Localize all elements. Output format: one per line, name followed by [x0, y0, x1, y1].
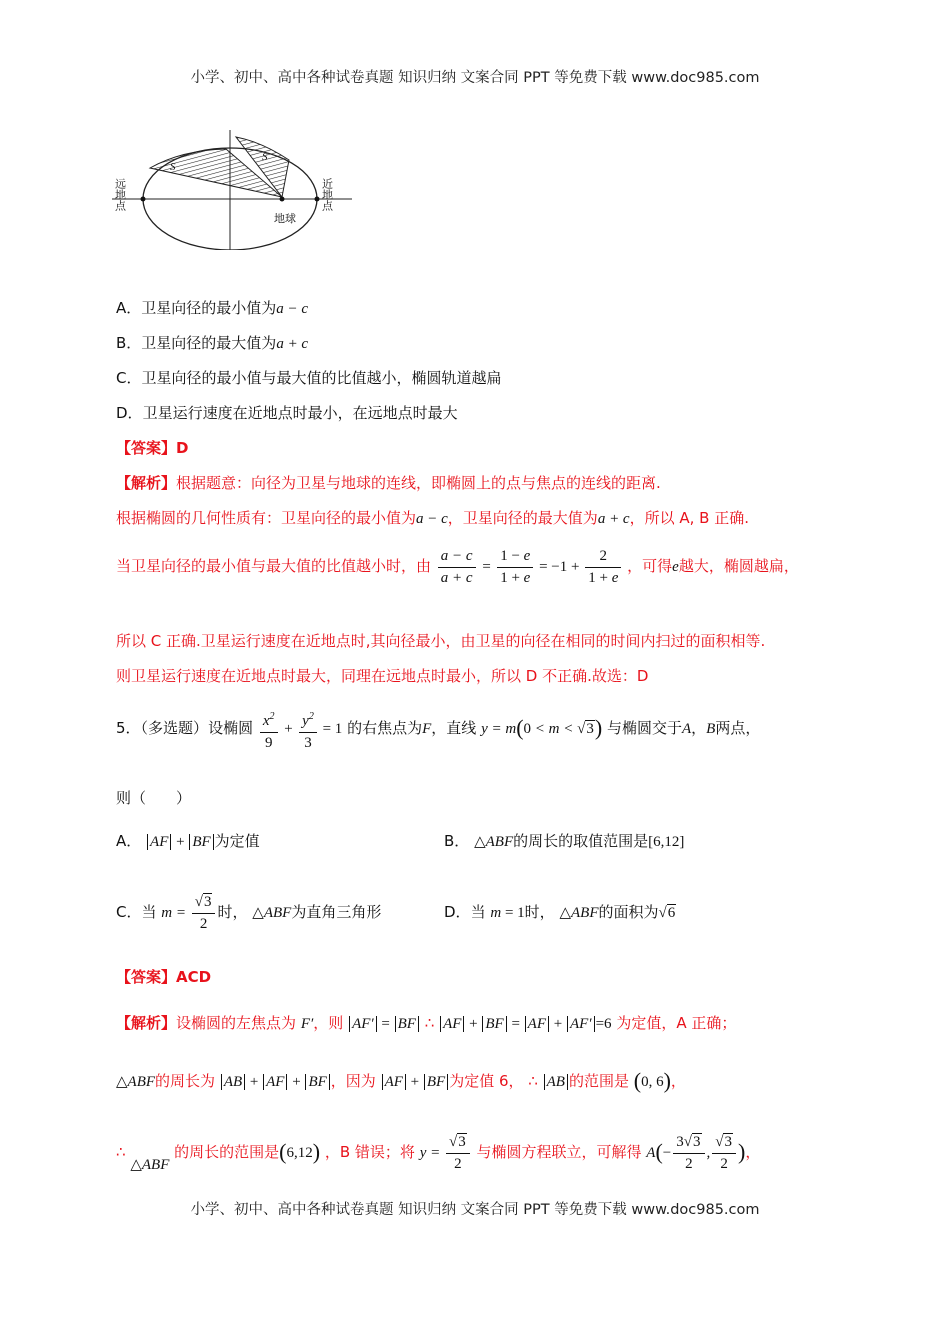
q5-analysis-line2: △ABF的周长为 AB + AF + BF ，因为 AF + BF 为定值 6， ∴ AB 的范围是 (0, 6)， — [116, 1068, 686, 1093]
q4-analysis-line3: 当卫星向径的最小值与最大值的比值越小时，由 $\frac{a - c}{a + c}$ = $\frac{1 - e}{1 + e}$ = −1 + $\frac{2}{1 + e}$ ，可得e越大，椭圆越扁， — [116, 548, 799, 587]
page-footer: 小学、初中、高中各种试卷真题 知识归纳 文案合同 PPT 等免费下载 www.doc985.com — [190, 1202, 760, 1218]
q4-option-d: D．卫星运行速度在近地点时最小，在远地点时最大 — [116, 404, 458, 422]
q5-stem: 5．（多选题）设椭圆 $\frac{x^2}{9}$ + $\frac{y^2}{3}$ = 1 的右焦点为F，直线 y = m(0 < m < √3) 与椭圆交于A，B两点， — [116, 702, 760, 754]
q4-analysis-line1: 【解析】根据题意：向径为卫星与地球的连线，即椭圆上的点与焦点的连线的距离. — [116, 474, 661, 492]
q5-option-d: D．当 m = 1时， △ABF的面积为√6 — [444, 903, 676, 921]
q5-option-b: B． △ABF的周长的取值范围是[6,12] — [444, 832, 685, 850]
q4-analysis-line2: 根据椭圆的几何性质有：卫星向径的最小值为a − c，卫星向径的最大值为a + c，所以 A, B 正确. — [116, 509, 749, 527]
q4-analysis-line5: 则卫星运行速度在近地点时最大，同理在远地点时最小，所以 D 不正确.故选：D — [116, 667, 649, 685]
area-label-2: S — [262, 151, 268, 163]
page-header: 小学、初中、高中各种试卷真题 知识归纳 文案合同 PPT 等免费下载 www.doc985.com — [190, 70, 760, 86]
q5-answer: 【答案】ACD — [116, 968, 212, 986]
earth-label: 地球 — [274, 212, 296, 225]
q5-stem-line2: 则（ ） — [116, 789, 192, 807]
q4-analysis-line4: 所以 C 正确.卫星运行速度在近地点时,其向径最小，由卫星的向径在相同的时间内扫过的面积相等. — [116, 632, 766, 650]
q4-option-c: C．卫星向径的最小值与最大值的比值越小，椭圆轨道越扁 — [116, 369, 502, 387]
apogee-point — [141, 197, 146, 202]
earth-point — [280, 197, 285, 202]
q4-option-a: A．卫星向径的最小值为a − c — [116, 299, 309, 317]
q5-analysis-line1: 【解析】设椭圆的左焦点为 F′，则 AF′ = BF ∴ AF + BF = AF + AF′ =6 为定值，A 正确； — [116, 1014, 737, 1032]
q5-option-c: C．当 m = $\frac{√3}{2}$ 时， △ABF为直角三角形 — [116, 894, 382, 933]
area-label-1: S — [170, 161, 176, 173]
perigee-point — [315, 197, 320, 202]
q5-analysis-line3: ∴ △ABF 的周长的范围是(6,12) ，B 错误；将 y = $\frac{√3}{2}$ 与椭圆方程联立，可解得 A(− $\frac{3√3}{2}$ , $\frac{√3}{2}$ )， — [116, 1134, 761, 1173]
apogee-label: 远地点 — [113, 178, 127, 211]
q4-option-b: B．卫星向径的最大值为a + c — [116, 334, 309, 352]
orbit-diagram — [112, 130, 352, 250]
perigee-label: 近地点 — [320, 178, 334, 211]
q5-option-a: A． AF + BF 为定值 — [116, 832, 260, 850]
q4-answer: 【答案】D — [116, 439, 189, 457]
